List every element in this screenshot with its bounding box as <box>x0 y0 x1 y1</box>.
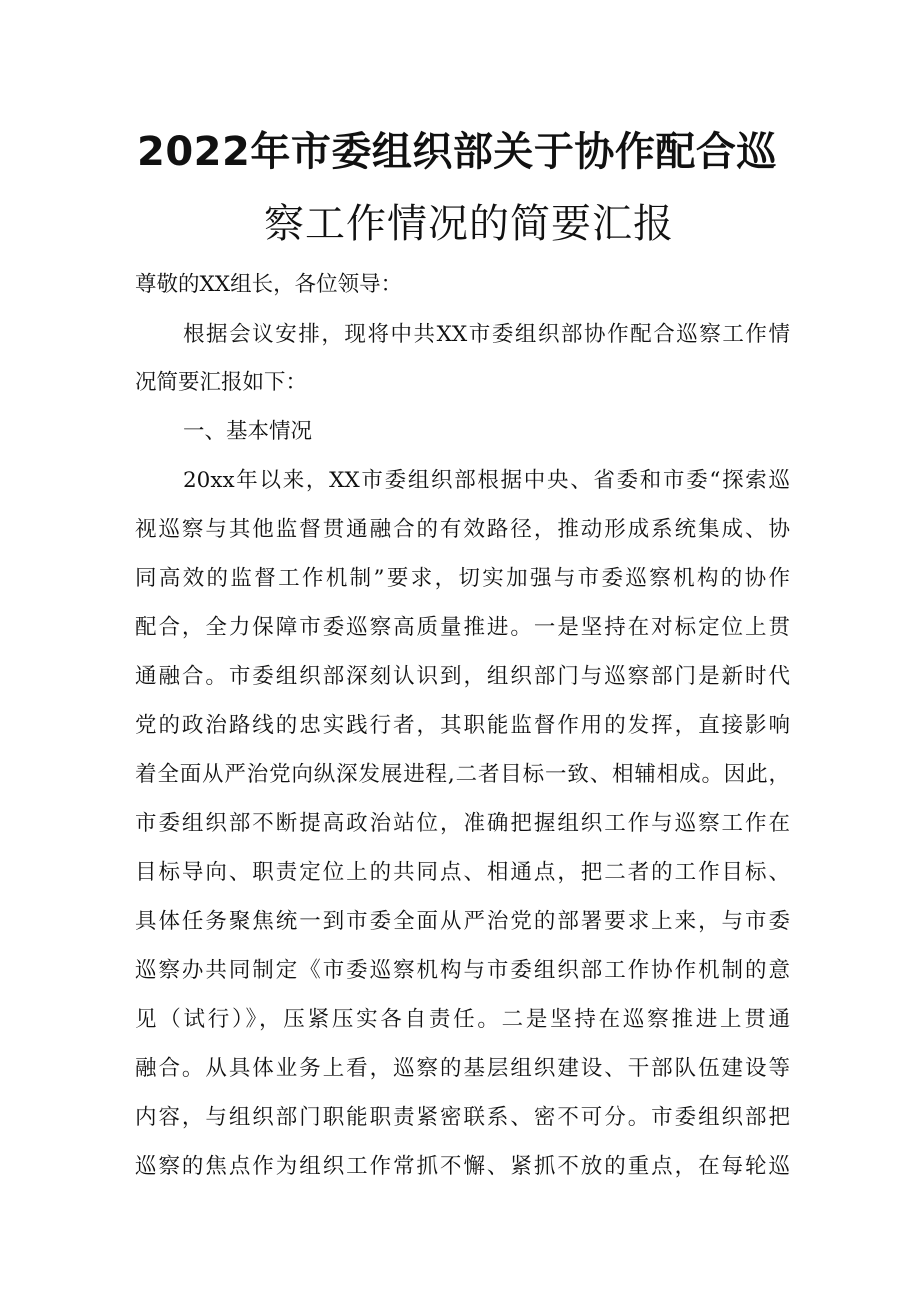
document-title-line-1: 2022年市委组织部关于协作配合巡 <box>137 129 777 175</box>
body-line: 市委组织部不断提高政治站位，准确把握组织工作与巡察工作在 <box>135 811 790 836</box>
body-line: 配合，全力保障市委巡察高质量推进。一是坚持在对标定位上贯 <box>135 615 790 640</box>
salutation: 尊敬的XX组长，各位领导： <box>135 272 403 297</box>
body-line: 见（试行）》，压紧压实各自责任。二是坚持在巡察推进上贯通 <box>135 1007 790 1032</box>
body-line: 巡察的焦点作为组织工作常抓不懈、紧抓不放的重点，在每轮巡 <box>135 1154 790 1179</box>
body-line: 巡察办共同制定《市委巡察机构与市委组织部工作协作机制的意 <box>135 958 790 983</box>
body-line: 通融合。市委组织部深刻认识到，组织部门与巡察部门是新时代 <box>135 664 790 689</box>
intro-line-1: 根据会议安排，现将中共XX市委组织部协作配合巡察工作情 <box>183 322 790 347</box>
section-heading: 一、基本情况 <box>183 419 313 444</box>
body-line: 党的政治路线的忠实践行者，其职能监督作用的发挥，直接影响 <box>135 713 790 738</box>
body-line: 视巡察与其他监督贯通融合的有效路径，推动形成系统集成、协 <box>135 517 790 542</box>
intro-line-2: 况简要汇报如下： <box>135 370 308 395</box>
body-line: 着全面从严治党向纵深发展进程,二者目标一致、相辅相成。因此， <box>135 762 790 787</box>
body-line: 20xx年以来，XX市委组织部根据中央、省委和市委“探索巡 <box>183 468 790 493</box>
body-line: 具体任务聚焦统一到市委全面从严治党的部署要求上来，与市委 <box>135 909 790 934</box>
body-line: 目标导向、职责定位上的共同点、相通点，把二者的工作目标、 <box>135 860 790 885</box>
body-line: 内容，与组织部门职能职责紧密联系、密不可分。市委组织部把 <box>135 1105 790 1130</box>
document-title-line-2: 察工作情况的简要汇报 <box>264 201 674 247</box>
body-line: 融合。从具体业务上看，巡察的基层组织建设、干部队伍建设等 <box>135 1056 790 1081</box>
body-line: 同高效的监督工作机制”要求，切实加强与市委巡察机构的协作 <box>135 566 790 591</box>
